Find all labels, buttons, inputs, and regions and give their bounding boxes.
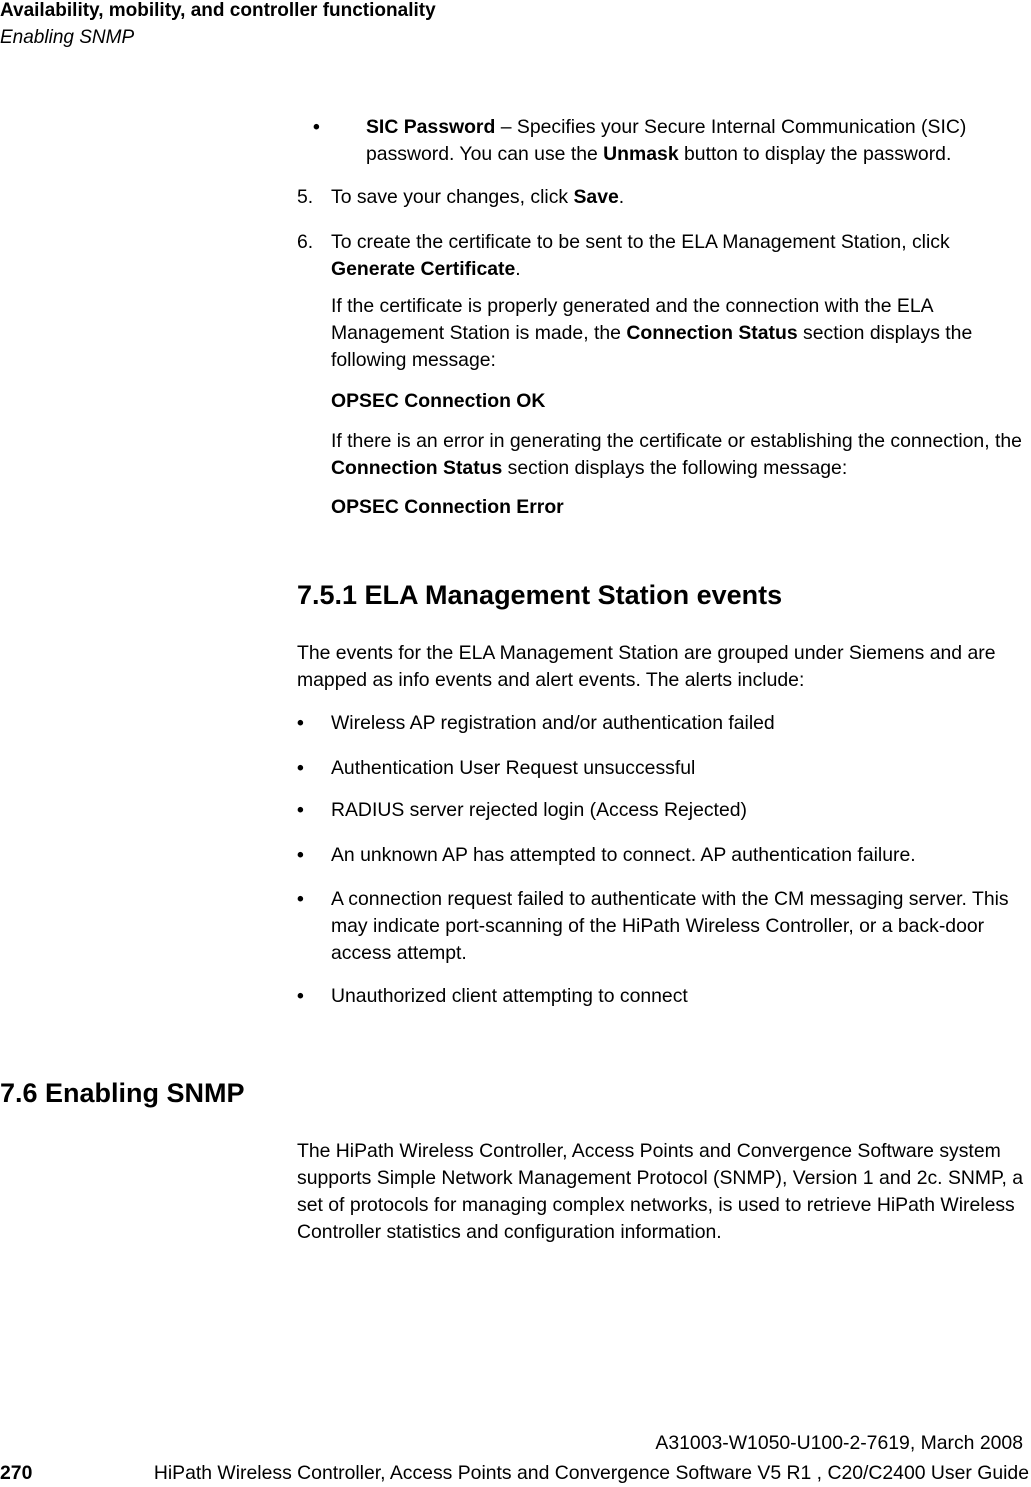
alert-bullet-4: • [297,844,304,866]
step-5-number: 5. [297,186,314,208]
save-term: Save [573,186,619,208]
connection-status-term-2: Connection Status [331,457,503,479]
unmask-term: Unmask [603,143,679,165]
running-header-subtitle: Enabling SNMP [0,27,135,48]
sic-password-item [366,114,1029,168]
connection-status-term: Connection Status [626,322,798,344]
sic-password-term: SIC Password [366,116,496,138]
alert-item-6: Unauthorized client attempting to connect [331,985,688,1007]
alert-item-5: A connection request failed to authenticate with the CM messaging server. This may indicate port-scanning of the HiPath Wireless Controller, or a back-door access attempt. [331,888,1009,964]
step-6-period: . [515,258,521,280]
connection-error-text1: If there is an error in generating the certificate or establishing the connection, the [331,430,1022,452]
alert-item-4: An unknown AP has attempted to connect. AP authentication failure. [331,844,916,866]
generate-certificate-term: Generate Certificate [331,258,516,280]
alert-item-3: RADIUS server rejected login (Access Rejected) [331,799,747,821]
alert-item-2: Authentication User Request unsuccessful [331,757,696,779]
footer-doc-id: A31003-W1050-U100-2-7619, March 2008 [655,1432,1023,1454]
section-7-5-1-intro: The events for the ELA Management Station are grouped under Siemens and are mapped as info events and alert events. The alerts include: [297,642,996,691]
section-7-5-1-heading: 7.5.1 ELA Management Station events [297,580,783,610]
alert-bullet-1: • [297,712,304,734]
connection-error-text2: section displays the following message: [502,457,848,479]
sic-bullet: • [313,116,320,138]
alert-item-1: Wireless AP registration and/or authentication failed [331,712,775,734]
connection-ok-paragraph [331,293,1025,374]
connection-error-paragraph [331,428,1029,482]
opsec-connection-error: OPSEC Connection Error [331,496,564,518]
sic-password-text2: button to display the password. [678,143,952,165]
step-6-text [331,229,1029,283]
running-header-title: Availability, mobility, and controller functionality [0,0,436,21]
section-7-6-heading: 7.6 Enabling SNMP [0,1078,245,1108]
sic-password-text1: – Specifies your Secure Internal Communication (SIC) password. You can use the [366,116,967,165]
step-6-number: 6. [297,231,314,253]
step-5-instruction: To save your changes, click [331,186,574,208]
connection-ok-text1: If the certificate is properly generated and the connection with the ELA Management Station is made, the [331,295,933,344]
step-5-text [331,184,1029,211]
step-6-instruction: To create the certificate to be sent to the ELA Management Station, click [331,231,950,253]
alert-bullet-2: • [297,757,304,779]
alert-bullet-6: • [297,985,304,1007]
alert-bullet-3: • [297,799,304,821]
footer-guide-title: HiPath Wireless Controller, Access Points and Convergence Software V5 R1 , C20/C2400 User Guide [153,1462,1029,1484]
connection-ok-text2: section displays the following message: [331,322,973,371]
section-7-6-body: The HiPath Wireless Controller, Access Points and Convergence Software system supports Simple Network Management Protocol (SNMP), Version 1 and 2c. SNMP, a set of protocols for managing complex networks, is used to retrieve HiPath Wireless Controller statistics and configuration information. [297,1140,1024,1243]
page-number: 270 [0,1462,33,1484]
step-5-period: . [618,186,625,208]
opsec-connection-ok: OPSEC Connection OK [331,390,546,412]
alert-bullet-5: • [297,888,304,910]
